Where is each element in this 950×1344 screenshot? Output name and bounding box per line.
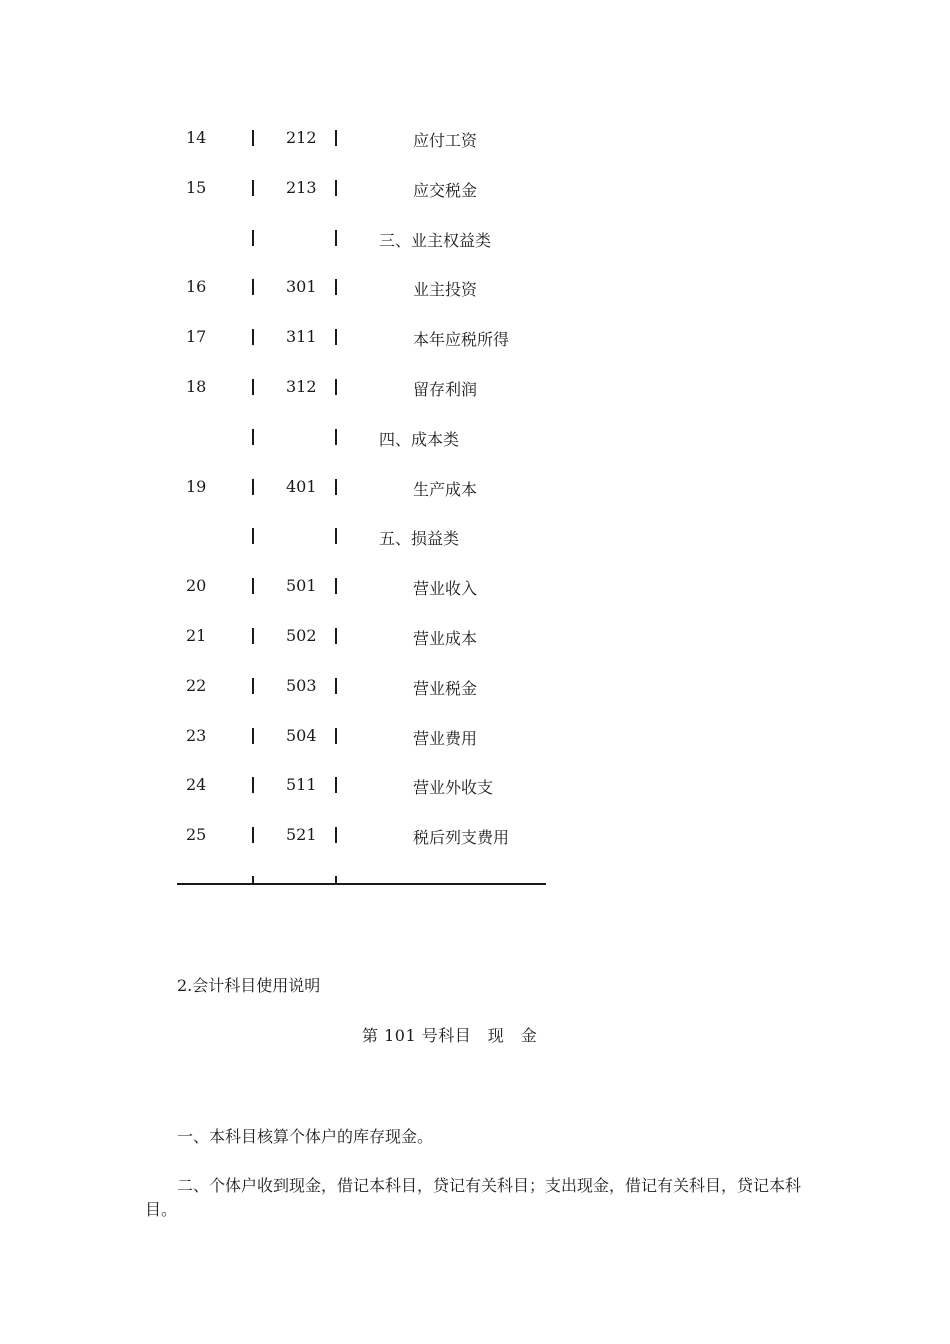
row-number: 18 (186, 377, 207, 396)
column-separator (335, 479, 337, 495)
column-separator (335, 678, 337, 694)
column-separator (335, 429, 337, 445)
subject-title: 第 101 号科目 现 金 (362, 1026, 538, 1045)
account-name: 留存利润 (413, 380, 478, 399)
column-separator (252, 678, 254, 694)
row-number: 17 (186, 327, 207, 346)
table-bottom-rule (177, 883, 546, 885)
column-separator (252, 777, 254, 793)
account-code: 312 (286, 377, 317, 396)
column-separator (252, 230, 254, 246)
account-code: 301 (286, 277, 317, 296)
account-code: 502 (286, 626, 317, 645)
column-separator (252, 827, 254, 843)
column-separator (335, 329, 337, 345)
account-code: 503 (286, 676, 317, 695)
category-label: 四、成本类 (379, 430, 460, 449)
row-number: 25 (186, 825, 207, 844)
account-code: 213 (286, 178, 317, 197)
row-number: 24 (186, 775, 207, 794)
row-number: 14 (186, 128, 207, 147)
account-name: 业主投资 (413, 280, 478, 299)
column-separator (252, 628, 254, 644)
paragraph: 二、个体户收到现金，借记本科目，贷记有关科目；支出现金，借记有关科目，贷记本科目。 (145, 1176, 802, 1219)
account-name: 营业费用 (413, 729, 478, 748)
table-column-tick (335, 876, 337, 885)
row-number: 15 (186, 178, 207, 197)
table-row (0, 377, 950, 401)
account-code: 501 (286, 576, 317, 595)
paragraph: 一、本科目核算个体户的库存现金。 (177, 1127, 434, 1146)
account-name: 应交税金 (413, 181, 478, 200)
column-separator (335, 180, 337, 196)
table-row (0, 178, 950, 202)
account-code: 212 (286, 128, 317, 147)
table-row (0, 277, 950, 301)
account-name: 营业收入 (413, 579, 478, 598)
row-number: 16 (186, 277, 207, 296)
table-row (0, 327, 950, 351)
table-row (0, 477, 950, 501)
column-separator (252, 479, 254, 495)
account-code: 521 (286, 825, 317, 844)
table-row (0, 676, 950, 700)
table-row (0, 228, 950, 252)
table-column-tick (252, 876, 254, 885)
table-row (0, 775, 950, 799)
column-separator (335, 777, 337, 793)
table-row (0, 526, 950, 550)
account-name: 营业成本 (413, 629, 478, 648)
row-number: 22 (186, 676, 207, 695)
column-separator (252, 180, 254, 196)
account-code: 511 (286, 775, 317, 794)
column-separator (252, 279, 254, 295)
row-number: 23 (186, 726, 207, 745)
table-row (0, 427, 950, 451)
account-code: 311 (286, 327, 317, 346)
column-separator (252, 578, 254, 594)
column-separator (335, 279, 337, 295)
table-row (0, 128, 950, 152)
column-separator (252, 130, 254, 146)
column-separator (252, 528, 254, 544)
column-separator (335, 578, 337, 594)
category-label: 三、业主权益类 (379, 231, 492, 250)
column-separator (252, 728, 254, 744)
column-separator (335, 230, 337, 246)
table-row (0, 825, 950, 849)
account-code: 401 (286, 477, 317, 496)
account-name: 本年应税所得 (413, 330, 510, 349)
section-heading: 2.会计科目使用说明 (177, 976, 321, 995)
column-separator (335, 528, 337, 544)
account-name: 应付工资 (413, 131, 478, 150)
account-name: 税后列支费用 (413, 828, 510, 847)
account-code: 504 (286, 726, 317, 745)
account-name: 营业外收支 (413, 778, 494, 797)
table-row (0, 576, 950, 600)
row-number: 19 (186, 477, 207, 496)
column-separator (335, 379, 337, 395)
account-name: 生产成本 (413, 480, 478, 499)
category-label: 五、损益类 (379, 529, 460, 548)
table-row (0, 726, 950, 750)
column-separator (252, 429, 254, 445)
account-name: 营业税金 (413, 679, 478, 698)
column-separator (335, 628, 337, 644)
row-number: 20 (186, 576, 207, 595)
column-separator (252, 329, 254, 345)
row-number: 21 (186, 626, 207, 645)
column-separator (335, 728, 337, 744)
table-row (0, 626, 950, 650)
column-separator (335, 130, 337, 146)
column-separator (252, 379, 254, 395)
column-separator (335, 827, 337, 843)
